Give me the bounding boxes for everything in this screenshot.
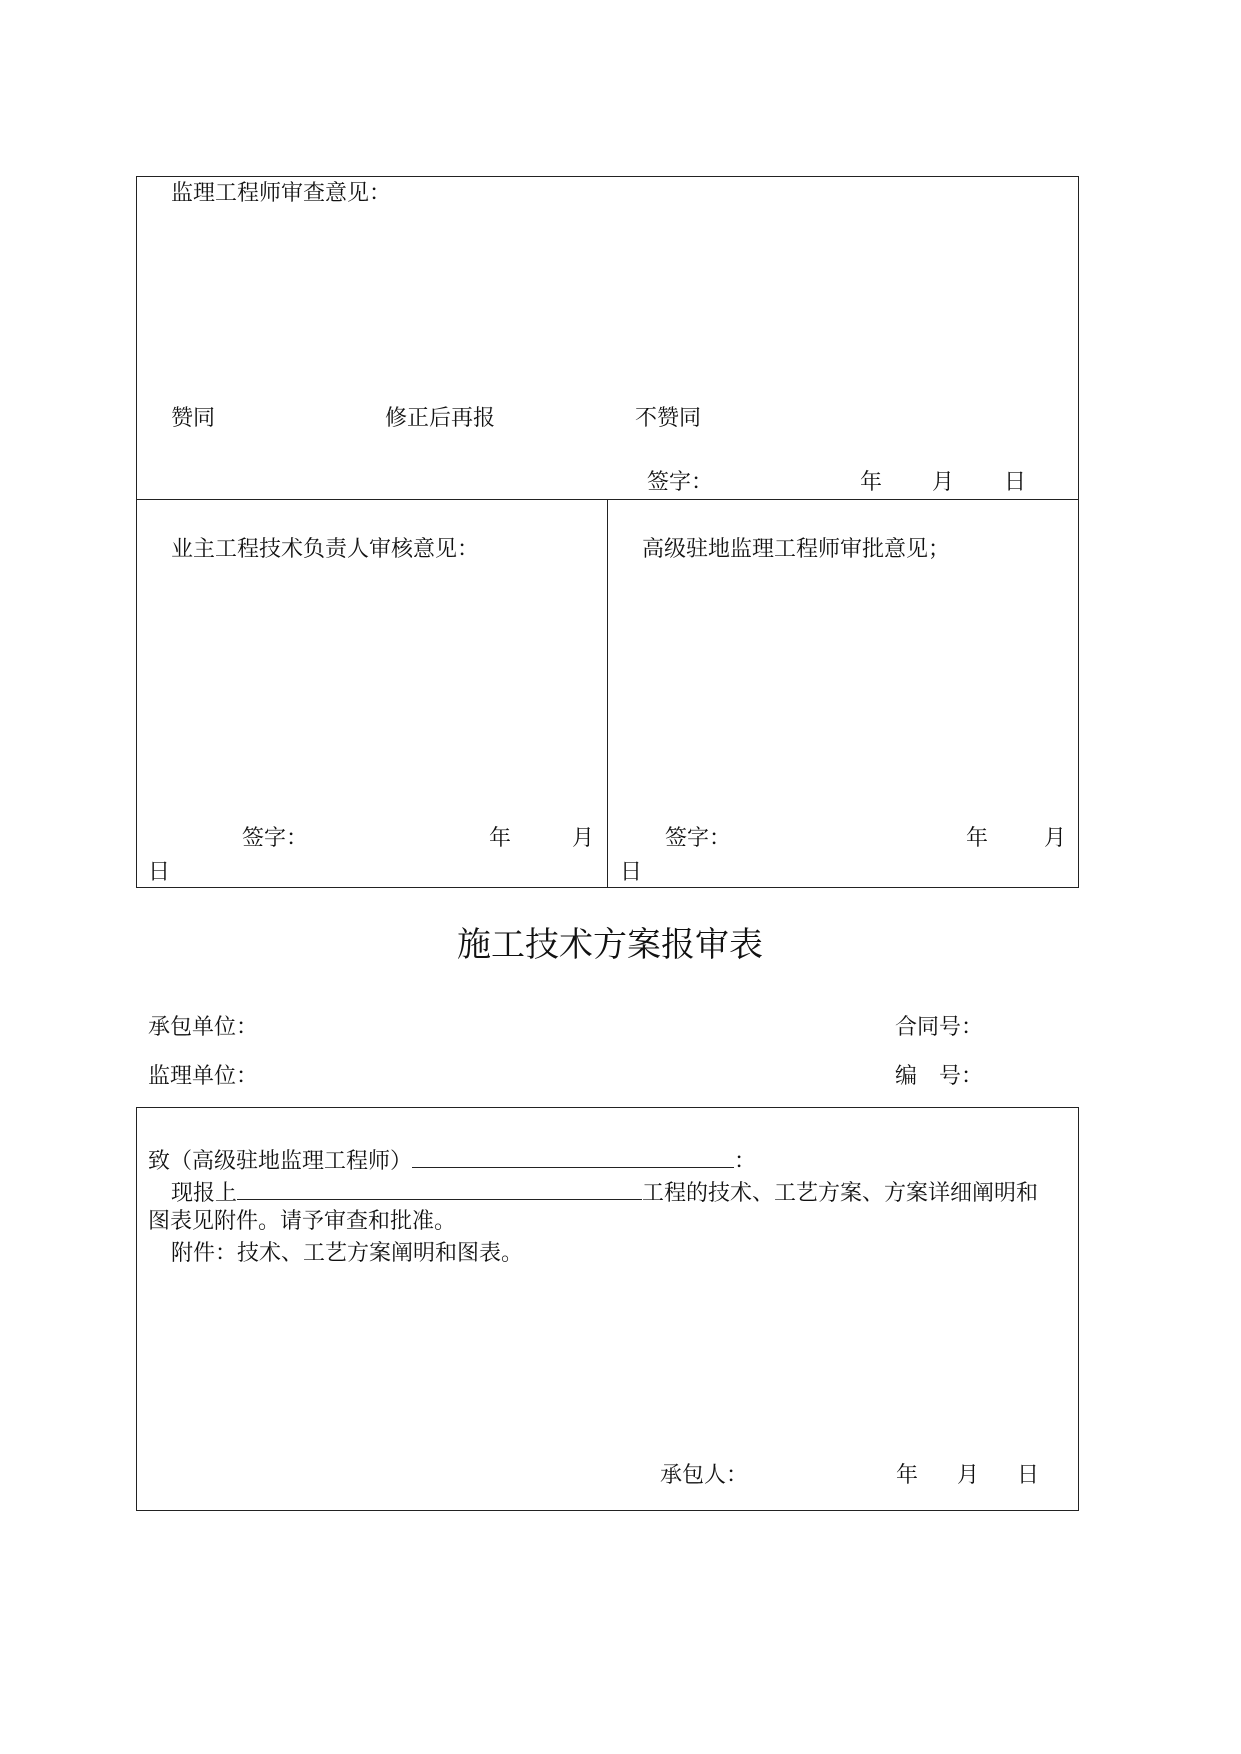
- addressee-line: [148, 1145, 756, 1175]
- supervisor-opinion-label: 监理工程师审查意见：: [171, 181, 392, 206]
- addressee-suffix: ：: [734, 1149, 757, 1174]
- owner-opinion-label: 业主工程技术负责人审核意见：: [171, 537, 480, 562]
- option-disagree: 不赞同: [635, 406, 702, 431]
- owner-sign-year: 年: [489, 826, 512, 851]
- addressee-prefix: 致（高级驻地监理工程师）: [148, 1149, 413, 1174]
- report-line: [171, 1177, 1038, 1207]
- contractor-sign-month: 月: [957, 1463, 980, 1488]
- review-table-divider-v: [607, 499, 608, 888]
- supervision-label: 监理单位：: [148, 1064, 259, 1089]
- report-line-2: 图表见附件。请予审查和批准。: [148, 1209, 457, 1234]
- contractor-sign-label: 承包人：: [660, 1463, 749, 1488]
- supervisor-sign-label: 签字：: [647, 470, 714, 495]
- senior-sign-label: 签字：: [665, 826, 732, 851]
- report-suffix: 工程的技术、工艺方案、方案详细阐明和: [642, 1181, 1039, 1206]
- owner-sign-month: 月: [572, 826, 595, 851]
- supervisor-sign-day: 日: [1004, 470, 1027, 495]
- owner-sign-day: 日: [148, 860, 171, 885]
- page-title: 施工技术方案报审表: [457, 925, 763, 965]
- option-revise: 修正后再报: [385, 406, 496, 431]
- senior-opinion-label: 高级驻地监理工程师审批意见；: [642, 537, 951, 562]
- contract-no-label: 合同号：: [895, 1015, 984, 1040]
- option-agree: 赞同: [171, 406, 216, 431]
- attachment-line: 附件：技术、工艺方案阐明和图表。: [171, 1241, 524, 1266]
- owner-sign-label: 签字：: [242, 826, 309, 851]
- senior-sign-month: 月: [1044, 826, 1067, 851]
- senior-sign-year: 年: [966, 826, 989, 851]
- serial-no-label: 编 号：: [895, 1064, 984, 1089]
- senior-sign-day: 日: [620, 860, 643, 885]
- addressee-blank: [412, 1145, 734, 1168]
- contractor-label: 承包单位：: [148, 1015, 259, 1040]
- supervisor-sign-month: 月: [932, 470, 955, 495]
- contractor-sign-year: 年: [896, 1463, 919, 1488]
- project-name-blank: [237, 1177, 642, 1200]
- report-prefix: 现报上: [171, 1181, 238, 1206]
- supervisor-sign-year: 年: [860, 470, 883, 495]
- submission-box: [136, 1107, 1079, 1511]
- contractor-sign-day: 日: [1017, 1463, 1040, 1488]
